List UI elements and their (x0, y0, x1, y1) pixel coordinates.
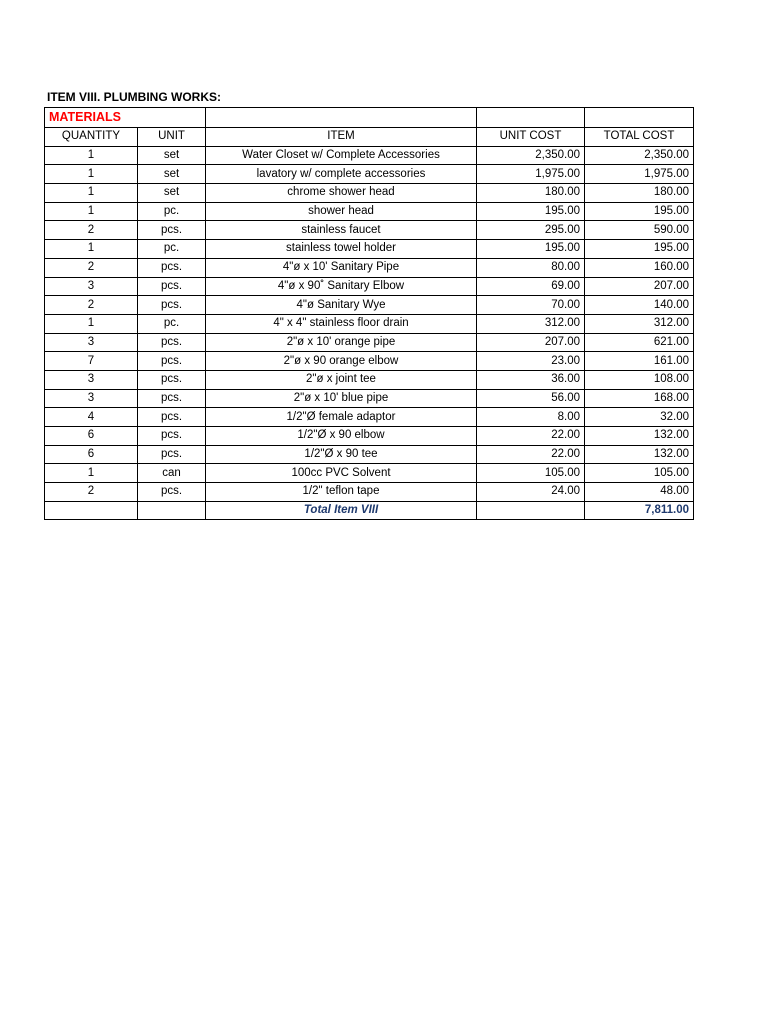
unit-cell: pcs. (138, 370, 206, 389)
quantity-cell: 3 (45, 370, 138, 389)
unit-cell: set (138, 184, 206, 203)
total-cost-cell: 132.00 (585, 427, 694, 446)
total-cost-cell: 195.00 (585, 240, 694, 259)
unit-cell: pcs. (138, 445, 206, 464)
item-cell: Water Closet w/ Complete Accessories (206, 146, 477, 165)
unit-cost-cell: 2,350.00 (477, 146, 585, 165)
item-cell: 100cc PVC Solvent (206, 464, 477, 483)
total-cost-cell: 195.00 (585, 202, 694, 221)
unit-cell: pc. (138, 240, 206, 259)
total-cost-cell: 140.00 (585, 296, 694, 315)
total-cost-cell: 312.00 (585, 314, 694, 333)
table-row (45, 483, 694, 502)
item-cell: shower head (206, 202, 477, 221)
table-row (45, 352, 694, 371)
unit-cost-cell: 312.00 (477, 314, 585, 333)
item-cell: 4"ø Sanitary Wye (206, 296, 477, 315)
total-cost-cell: 1,975.00 (585, 165, 694, 184)
total-cost-cell: 207.00 (585, 277, 694, 296)
item-cell: 2"ø x 10' orange pipe (206, 333, 477, 352)
quantity-cell: 2 (45, 221, 138, 240)
unit-cell: pc. (138, 202, 206, 221)
empty-cell (477, 501, 585, 520)
table-row (45, 221, 694, 240)
total-cost-cell: 48.00 (585, 483, 694, 502)
unit-cost-cell: 70.00 (477, 296, 585, 315)
unit-cell: pcs. (138, 427, 206, 446)
item-cell: 1/2"Ø female adaptor (206, 408, 477, 427)
unit-cell: set (138, 165, 206, 184)
total-cost-cell: 590.00 (585, 221, 694, 240)
unit-cost-cell: 195.00 (477, 202, 585, 221)
page-title: ITEM VIII. PLUMBING WORKS: (47, 90, 221, 104)
table-row (45, 202, 694, 221)
quantity-cell: 1 (45, 314, 138, 333)
unit-cost-cell: 295.00 (477, 221, 585, 240)
item-cell: stainless towel holder (206, 240, 477, 259)
total-cost-cell: 160.00 (585, 258, 694, 277)
table-row (45, 389, 694, 408)
quantity-cell: 7 (45, 352, 138, 371)
column-header-item: ITEM (206, 128, 477, 147)
total-value: 7,811.00 (585, 501, 694, 520)
total-cost-cell: 161.00 (585, 352, 694, 371)
quantity-cell: 6 (45, 445, 138, 464)
empty-cell (138, 501, 206, 520)
quantity-cell: 1 (45, 165, 138, 184)
table-row (45, 333, 694, 352)
unit-cell: pcs. (138, 277, 206, 296)
unit-cost-cell: 24.00 (477, 483, 585, 502)
unit-cost-cell: 105.00 (477, 464, 585, 483)
item-cell: 2"ø x joint tee (206, 370, 477, 389)
unit-cell: can (138, 464, 206, 483)
quantity-cell: 3 (45, 277, 138, 296)
unit-cell: pcs. (138, 352, 206, 371)
item-cell: stainless faucet (206, 221, 477, 240)
quantity-cell: 2 (45, 483, 138, 502)
item-cell: 1/2"Ø x 90 tee (206, 445, 477, 464)
unit-cell: pcs. (138, 221, 206, 240)
unit-cost-cell: 23.00 (477, 352, 585, 371)
unit-cost-cell: 22.00 (477, 427, 585, 446)
column-header-unit: UNIT (138, 128, 206, 147)
header-row (45, 128, 694, 147)
unit-cost-cell: 22.00 (477, 445, 585, 464)
item-cell: 4"ø x 10' Sanitary Pipe (206, 258, 477, 277)
table-row (45, 445, 694, 464)
empty-cell (45, 501, 138, 520)
unit-cost-cell: 8.00 (477, 408, 585, 427)
column-header-quantity: QUANTITY (45, 128, 138, 147)
table-row (45, 258, 694, 277)
quantity-cell: 1 (45, 464, 138, 483)
unit-cell: pc. (138, 314, 206, 333)
empty-cell (477, 108, 585, 128)
total-cost-cell: 168.00 (585, 389, 694, 408)
total-cost-cell: 105.00 (585, 464, 694, 483)
table-row (45, 408, 694, 427)
quantity-cell: 4 (45, 408, 138, 427)
table-row (45, 296, 694, 315)
item-cell: 4" x 4" stainless floor drain (206, 314, 477, 333)
section-label: MATERIALS (45, 108, 206, 128)
total-label: Total Item VIII (206, 501, 477, 520)
quantity-cell: 1 (45, 240, 138, 259)
table-row (45, 314, 694, 333)
quantity-cell: 6 (45, 427, 138, 446)
quantity-cell: 2 (45, 296, 138, 315)
total-cost-cell: 108.00 (585, 370, 694, 389)
total-cost-cell: 621.00 (585, 333, 694, 352)
unit-cell: set (138, 146, 206, 165)
unit-cost-cell: 80.00 (477, 258, 585, 277)
unit-cell: pcs. (138, 483, 206, 502)
section-row (45, 108, 694, 128)
total-cost-cell: 32.00 (585, 408, 694, 427)
column-header-unit-cost: UNIT COST (477, 128, 585, 147)
empty-cell (585, 108, 694, 128)
item-cell: 2"ø x 90 orange elbow (206, 352, 477, 371)
unit-cost-cell: 69.00 (477, 277, 585, 296)
item-cell: chrome shower head (206, 184, 477, 203)
unit-cost-cell: 36.00 (477, 370, 585, 389)
column-header-total-cost: TOTAL COST (585, 128, 694, 147)
unit-cell: pcs. (138, 333, 206, 352)
table-row (45, 184, 694, 203)
quantity-cell: 1 (45, 184, 138, 203)
table-row (45, 146, 694, 165)
empty-cell (206, 108, 477, 128)
materials-table (44, 107, 694, 520)
total-row (45, 501, 694, 520)
table-row (45, 427, 694, 446)
quantity-cell: 2 (45, 258, 138, 277)
table-row (45, 464, 694, 483)
quantity-cell: 3 (45, 333, 138, 352)
item-cell: 1/2" teflon tape (206, 483, 477, 502)
unit-cost-cell: 1,975.00 (477, 165, 585, 184)
item-cell: lavatory w/ complete accessories (206, 165, 477, 184)
quantity-cell: 1 (45, 146, 138, 165)
table-row (45, 277, 694, 296)
table-row (45, 240, 694, 259)
unit-cost-cell: 207.00 (477, 333, 585, 352)
total-cost-cell: 132.00 (585, 445, 694, 464)
item-cell: 2"ø x 10' blue pipe (206, 389, 477, 408)
total-cost-cell: 180.00 (585, 184, 694, 203)
unit-cell: pcs. (138, 296, 206, 315)
quantity-cell: 3 (45, 389, 138, 408)
table-row (45, 165, 694, 184)
quantity-cell: 1 (45, 202, 138, 221)
table-row (45, 370, 694, 389)
unit-cost-cell: 195.00 (477, 240, 585, 259)
item-cell: 4"ø x 90˚ Sanitary Elbow (206, 277, 477, 296)
unit-cost-cell: 56.00 (477, 389, 585, 408)
unit-cost-cell: 180.00 (477, 184, 585, 203)
unit-cell: pcs. (138, 258, 206, 277)
item-cell: 1/2"Ø x 90 elbow (206, 427, 477, 446)
unit-cell: pcs. (138, 408, 206, 427)
unit-cell: pcs. (138, 389, 206, 408)
total-cost-cell: 2,350.00 (585, 146, 694, 165)
